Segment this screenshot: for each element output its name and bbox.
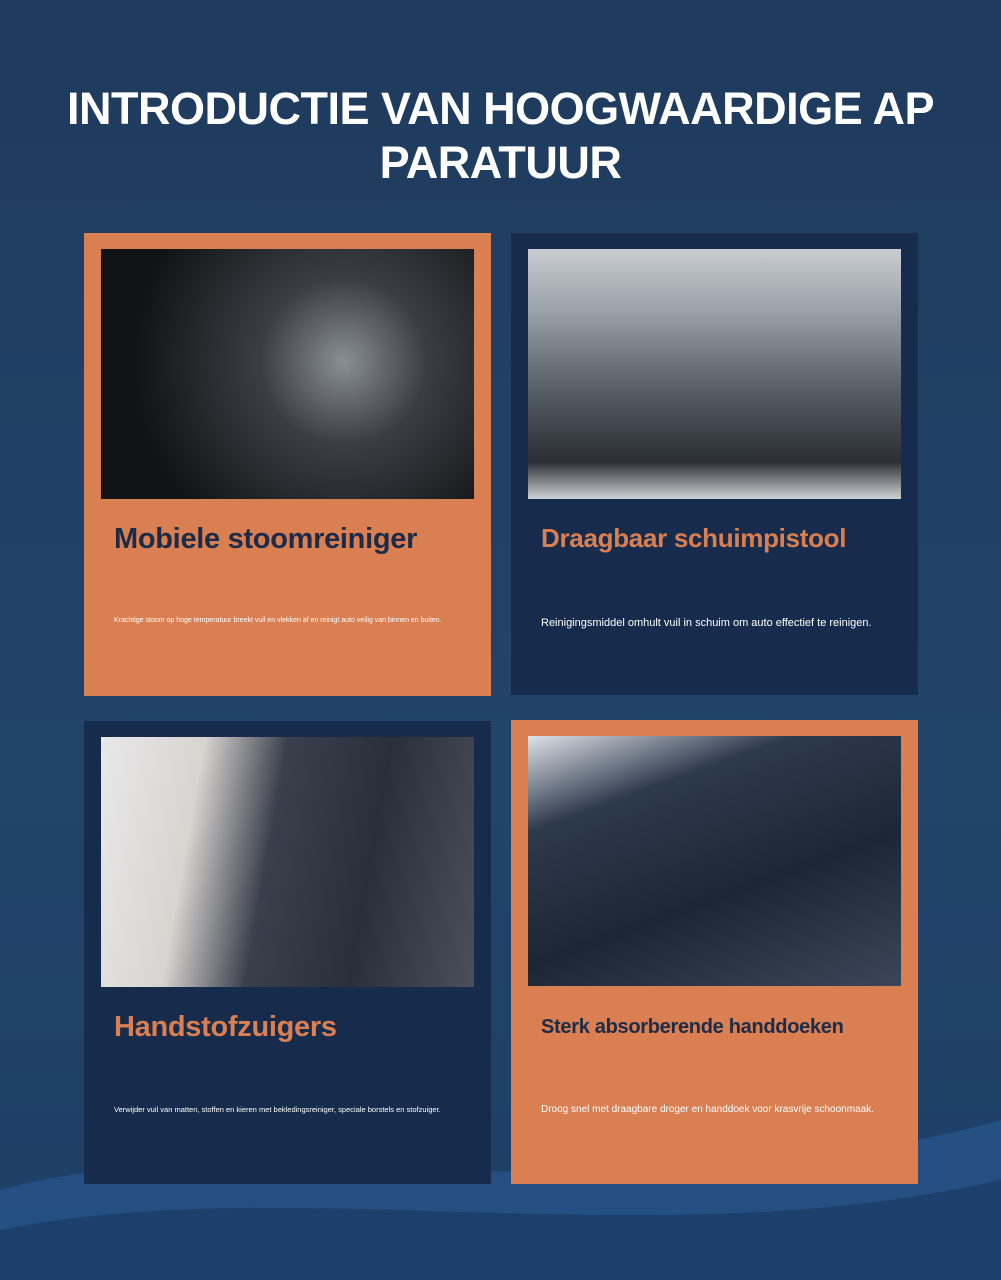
card-title: Mobiele stoomreiniger (114, 523, 418, 555)
card-description: Reinigingsmiddel omhult vuil in schuim om auto effectief te reinigen. (541, 617, 872, 629)
foam-gun-photo (528, 249, 901, 499)
card-title: Handstofzuigers (114, 1011, 337, 1043)
card-description: Droog snel met draagbare droger en handdoek voor krasvrije schoonmaak. (541, 1104, 874, 1115)
towel-drying-photo (528, 736, 901, 986)
card-foam-gun (511, 233, 918, 695)
steam-cleaner-photo (101, 249, 474, 499)
card-description: Krachtige stoom op hoge temperatuur breekt vuil en vlekken af en reinigt auto veilig van binnen en buiten. (114, 617, 442, 624)
card-title: Draagbaar schuimpistool (541, 523, 847, 553)
card-description: Verwijder vuil van matten, stoffen en kieren met bekledingsreiniger, speciale borstels en stofzuiger. (114, 1105, 441, 1114)
hand-vacuum-photo (101, 737, 474, 987)
card-hand-vacuum (84, 721, 491, 1184)
card-steam-cleaner (84, 233, 491, 696)
page-title: INTRODUCTIE VAN HOOGWAARDIGE AP PARATUUR (66, 83, 934, 188)
card-title: Sterk absorberende handdoeken (541, 1016, 844, 1038)
card-towels (511, 720, 918, 1184)
